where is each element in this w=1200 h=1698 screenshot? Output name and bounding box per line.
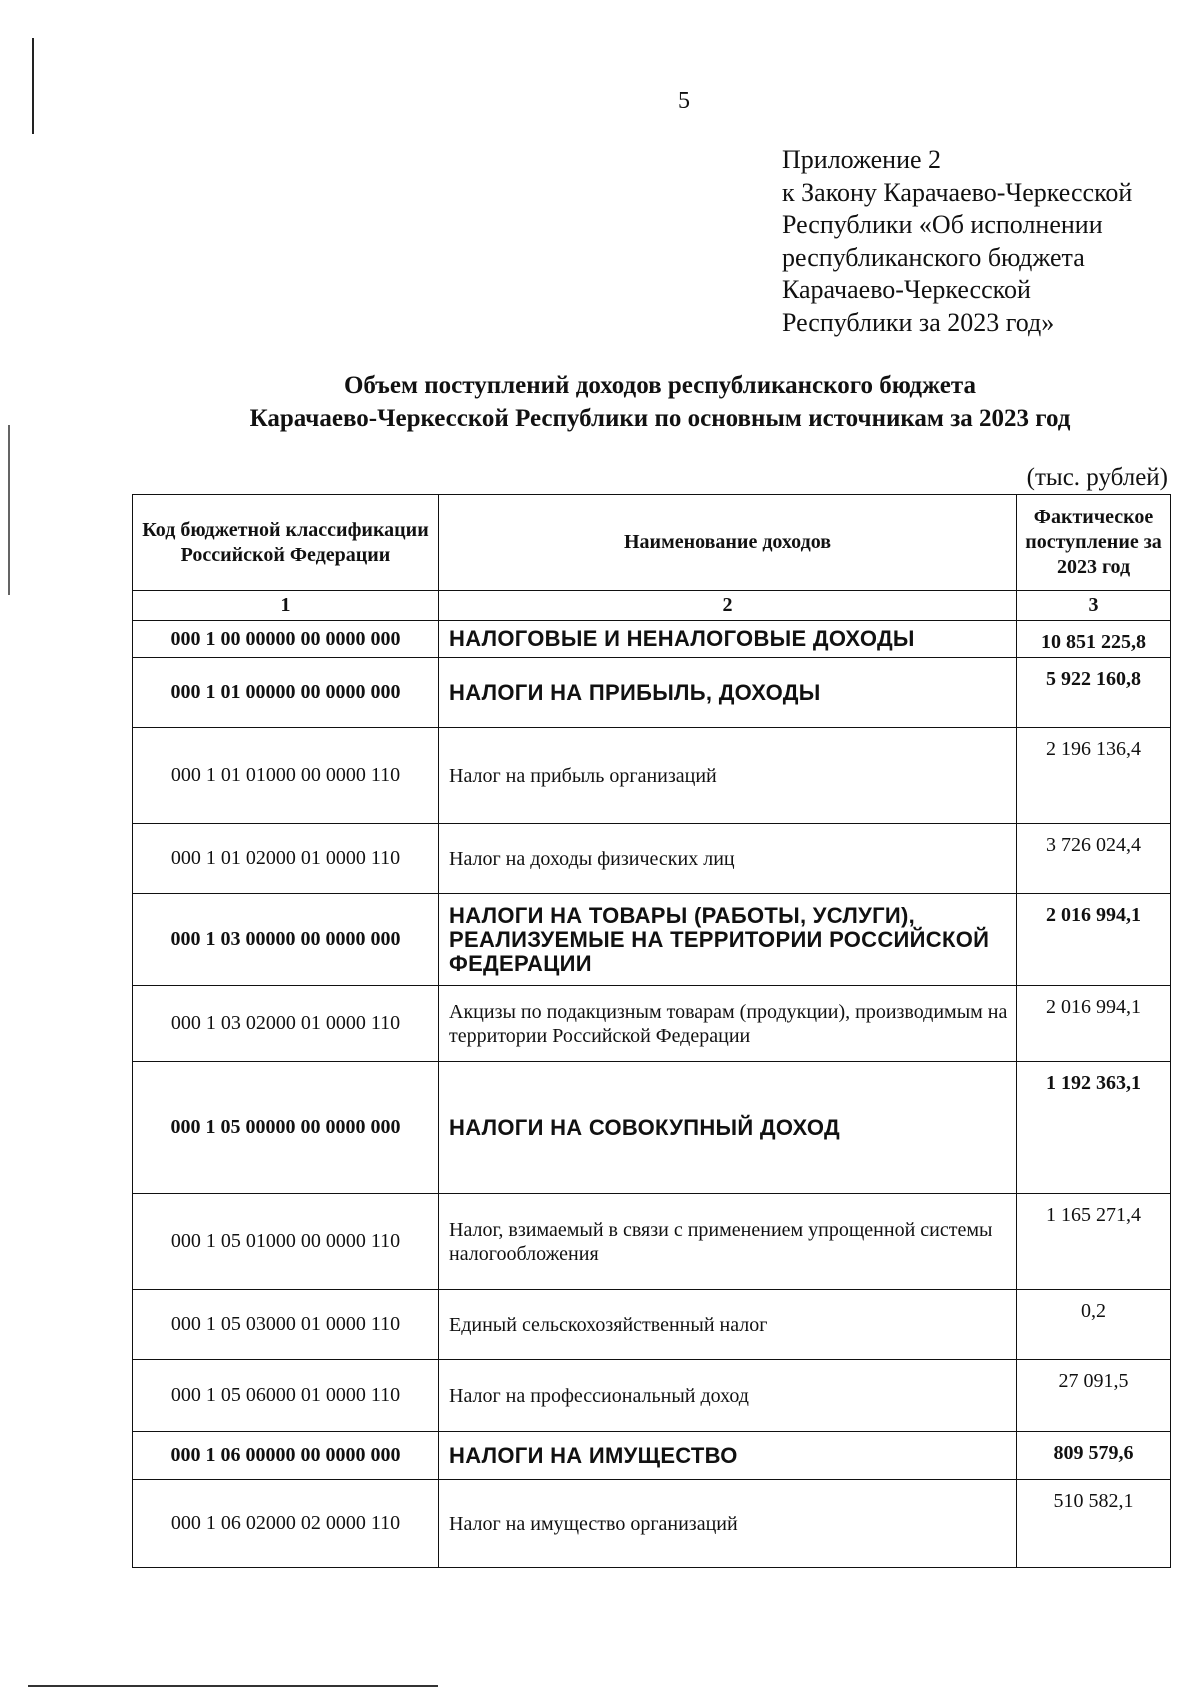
page-number: 5: [678, 88, 690, 114]
column-number: 3: [1017, 591, 1171, 621]
row-amount: 0,2: [1017, 1290, 1171, 1360]
row-code: 000 1 05 01000 00 0000 110: [133, 1194, 439, 1290]
header-code: Код бюджетной классификации Российской Федерации: [133, 495, 439, 591]
appendix-line: Приложение 2: [782, 145, 942, 174]
row-amount: 2 016 994,1: [1017, 894, 1171, 986]
table-row: [133, 728, 1171, 824]
table-row: [133, 1432, 1171, 1480]
title-line: Карачаево-Черкесской Республики по основным источникам за 2023 год: [249, 405, 1071, 432]
row-name: Акцизы по подакцизным товарам (продукции), производимым на территории Российской Федерации: [439, 986, 1017, 1062]
row-code: 000 1 01 02000 01 0000 110: [133, 824, 439, 894]
row-amount: 3 726 024,4: [1017, 824, 1171, 894]
document-title: [130, 369, 1190, 435]
table-row: [133, 1062, 1171, 1194]
row-name: НАЛОГИ НА ТОВАРЫ (РАБОТЫ, УСЛУГИ), РЕАЛИЗУЕМЫЕ НА ТЕРРИТОРИИ РОССИЙСКОЙ ФЕДЕРАЦИИ: [439, 894, 1017, 986]
row-amount: 5 922 160,8: [1017, 658, 1171, 728]
row-code: 000 1 05 06000 01 0000 110: [133, 1360, 439, 1432]
revenue-table: [132, 494, 1171, 1568]
row-amount: 27 091,5: [1017, 1360, 1171, 1432]
table-row: [133, 1290, 1171, 1360]
appendix-line: Республики за 2023 год»: [782, 307, 1055, 337]
header-name: Наименование доходов: [439, 495, 1017, 591]
row-amount: 809 579,6: [1017, 1432, 1171, 1480]
row-code: 000 1 01 01000 00 0000 110: [133, 728, 439, 824]
row-amount: 2 016 994,1: [1017, 986, 1171, 1062]
appendix-line: Карачаево-Черкесской: [782, 275, 1031, 304]
appendix-note: [782, 144, 1132, 339]
row-amount: 1 192 363,1: [1017, 1062, 1171, 1194]
row-code: 000 1 06 02000 02 0000 110: [133, 1480, 439, 1568]
row-code: 000 1 03 00000 00 0000 000: [133, 894, 439, 986]
row-amount: 10 851 225,8: [1017, 621, 1171, 658]
table-row: [133, 986, 1171, 1062]
row-name: НАЛОГОВЫЕ И НЕНАЛОГОВЫЕ ДОХОДЫ: [439, 621, 1017, 658]
table-row: [133, 1360, 1171, 1432]
title-line: Объем поступлений доходов республиканского бюджета: [343, 372, 976, 399]
scan-edge-mark: [32, 38, 34, 134]
scan-edge-mark: [8, 425, 10, 595]
table-row: [133, 894, 1171, 986]
header-amount: Фактическое поступление за 2023 год: [1017, 495, 1171, 591]
row-name: Налог, взимаемый в связи с применением упрощенной системы налогообложения: [439, 1194, 1017, 1290]
table-row: [133, 621, 1171, 658]
row-amount: 2 196 136,4: [1017, 728, 1171, 824]
column-number: 1: [133, 591, 439, 621]
row-code: 000 1 06 00000 00 0000 000: [133, 1432, 439, 1480]
column-number: 2: [439, 591, 1017, 621]
row-name: Налог на прибыль организаций: [439, 728, 1017, 824]
row-name: НАЛОГИ НА ИМУЩЕСТВО: [439, 1432, 1017, 1480]
row-amount: 1 165 271,4: [1017, 1194, 1171, 1290]
appendix-line: республиканского бюджета: [782, 242, 1085, 272]
row-name: Налог на имущество организаций: [439, 1480, 1017, 1568]
row-name: Единый сельскохозяйственный налог: [439, 1290, 1017, 1360]
row-code: 000 1 05 03000 01 0000 110: [133, 1290, 439, 1360]
table-row: [133, 658, 1171, 728]
row-code: 000 1 01 00000 00 0000 000: [133, 658, 439, 728]
appendix-line: к Закону Карачаево-Черкесской: [782, 177, 1133, 207]
row-code: 000 1 05 00000 00 0000 000: [133, 1062, 439, 1194]
row-code: 000 1 03 02000 01 0000 110: [133, 986, 439, 1062]
row-name: Налог на доходы физических лиц: [439, 824, 1017, 894]
units-label: (тыс. рублей): [1026, 464, 1168, 491]
row-code: 000 1 00 00000 00 0000 000: [133, 621, 439, 658]
row-name: НАЛОГИ НА СОВОКУПНЫЙ ДОХОД: [439, 1062, 1017, 1194]
row-name: Налог на профессиональный доход: [439, 1360, 1017, 1432]
row-name: НАЛОГИ НА ПРИБЫЛЬ, ДОХОДЫ: [439, 658, 1017, 728]
table-row: [133, 1194, 1171, 1290]
table-row: [133, 1480, 1171, 1568]
footer-rule: [28, 1685, 438, 1687]
table-row: [133, 824, 1171, 894]
appendix-line: Республики «Об исполнении: [782, 210, 1103, 239]
row-amount: 510 582,1: [1017, 1480, 1171, 1568]
